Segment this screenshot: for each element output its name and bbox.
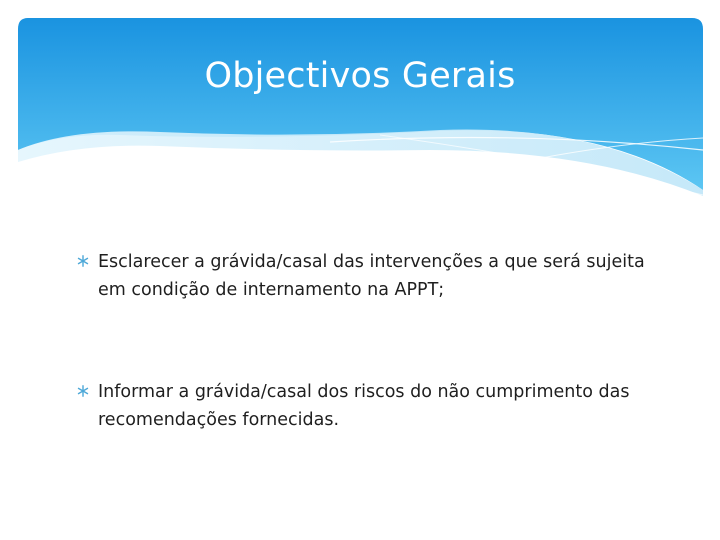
bullet-item-1 — [77, 248, 657, 304]
header-banner — [0, 0, 720, 210]
bullet-text: Esclarecer a grávida/casal das intervenções a que será sujeita em condição de internamento na APPT; — [98, 252, 645, 300]
slide-title: Objectivos Gerais — [204, 56, 516, 96]
bullet-item-2 — [77, 378, 657, 434]
asterisk-bullet-icon — [77, 255, 89, 267]
bullet-list — [77, 248, 657, 434]
asterisk-bullet-icon — [77, 385, 89, 397]
bullet-text: Informar a grávida/casal dos riscos do não cumprimento das recomendações fornecidas. — [98, 382, 630, 430]
